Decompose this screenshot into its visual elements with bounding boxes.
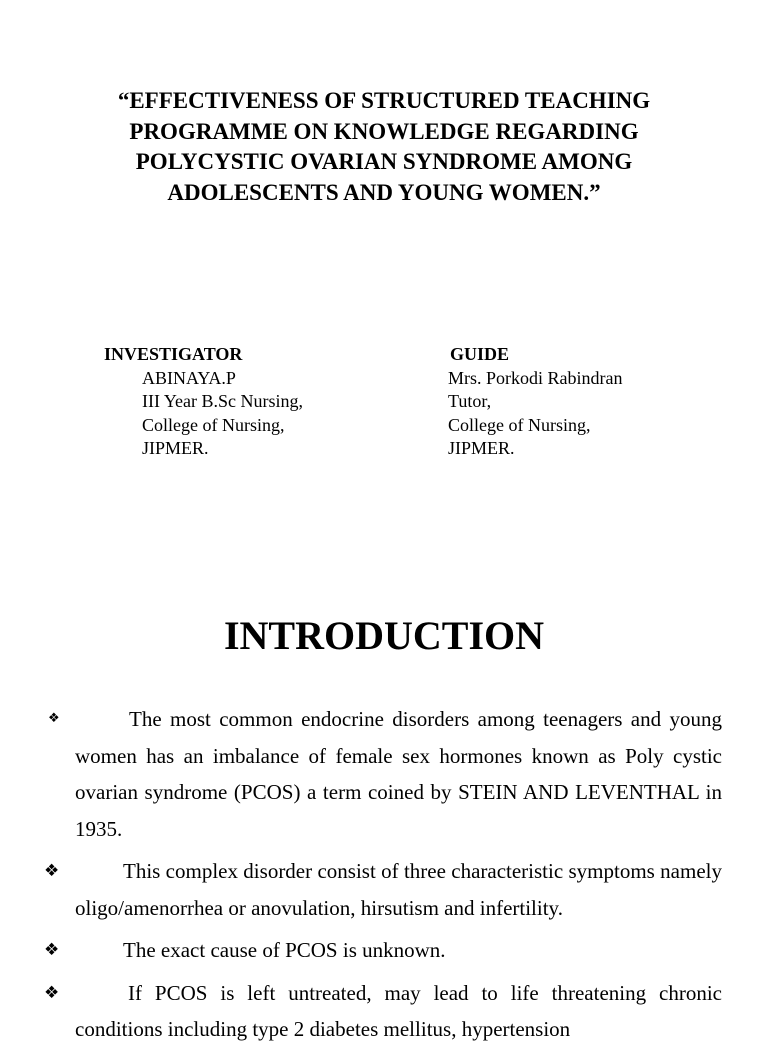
investigator-name: ABINAYA.P — [142, 367, 236, 388]
guide-block — [448, 343, 623, 461]
guide-role: Tutor, — [448, 391, 492, 411]
investigator-institution: JIPMER. — [142, 438, 209, 458]
document-title: “EFFECTIVENESS OF STRUCTURED TEACHING PROGRAMME ON KNOWLEDGE REGARDING POLYCYSTIC OVARIAN SYNDROME AMONG ADOLESCENTS AND YOUNG WOMEN.” — [117, 88, 651, 205]
list-item — [0, 701, 768, 847]
guide-college: College of Nursing, — [448, 414, 591, 435]
investigator-course: III Year B.Sc Nursing, — [142, 391, 303, 411]
bullet-text: The exact cause of PCOS is unknown. — [123, 938, 446, 962]
guide-institution: JIPMER. — [448, 438, 515, 458]
bullet-text: If PCOS is left untreated, may lead to life threatening chronic conditions including type 2 diabetes mellitus, hypertension — [75, 980, 722, 1041]
investigator-heading: INVESTIGATOR — [104, 344, 243, 364]
diamond-bullet-icon: ❖ — [44, 861, 60, 881]
guide-name: Mrs. Porkodi Rabindran — [448, 367, 623, 388]
diamond-bullet-icon: ❖ — [44, 982, 60, 1003]
bullet-list — [0, 701, 768, 1054]
investigator-block — [104, 343, 303, 461]
bullet-text: The most common endocrine disorders among teenagers and young women has an imbalance of female sex hormones known as Poly cystic ovarian syndrome (PCOS) a term coined by STEIN AND LEVENTHAL in 1935. — [75, 707, 722, 841]
list-item — [0, 853, 768, 926]
bullet-text: This complex disorder consist of three characteristic symptoms namely oligo/amenorrhea or anovulation, hirsutism and infertility. — [75, 859, 722, 920]
diamond-bullet-icon: ❖ — [48, 711, 60, 726]
guide-heading: GUIDE — [450, 344, 510, 364]
investigator-college: College of Nursing, — [142, 414, 285, 435]
list-item — [0, 975, 768, 1048]
diamond-bullet-icon: ❖ — [44, 940, 60, 960]
list-item — [0, 932, 768, 969]
section-heading: INTRODUCTION — [223, 613, 545, 658]
